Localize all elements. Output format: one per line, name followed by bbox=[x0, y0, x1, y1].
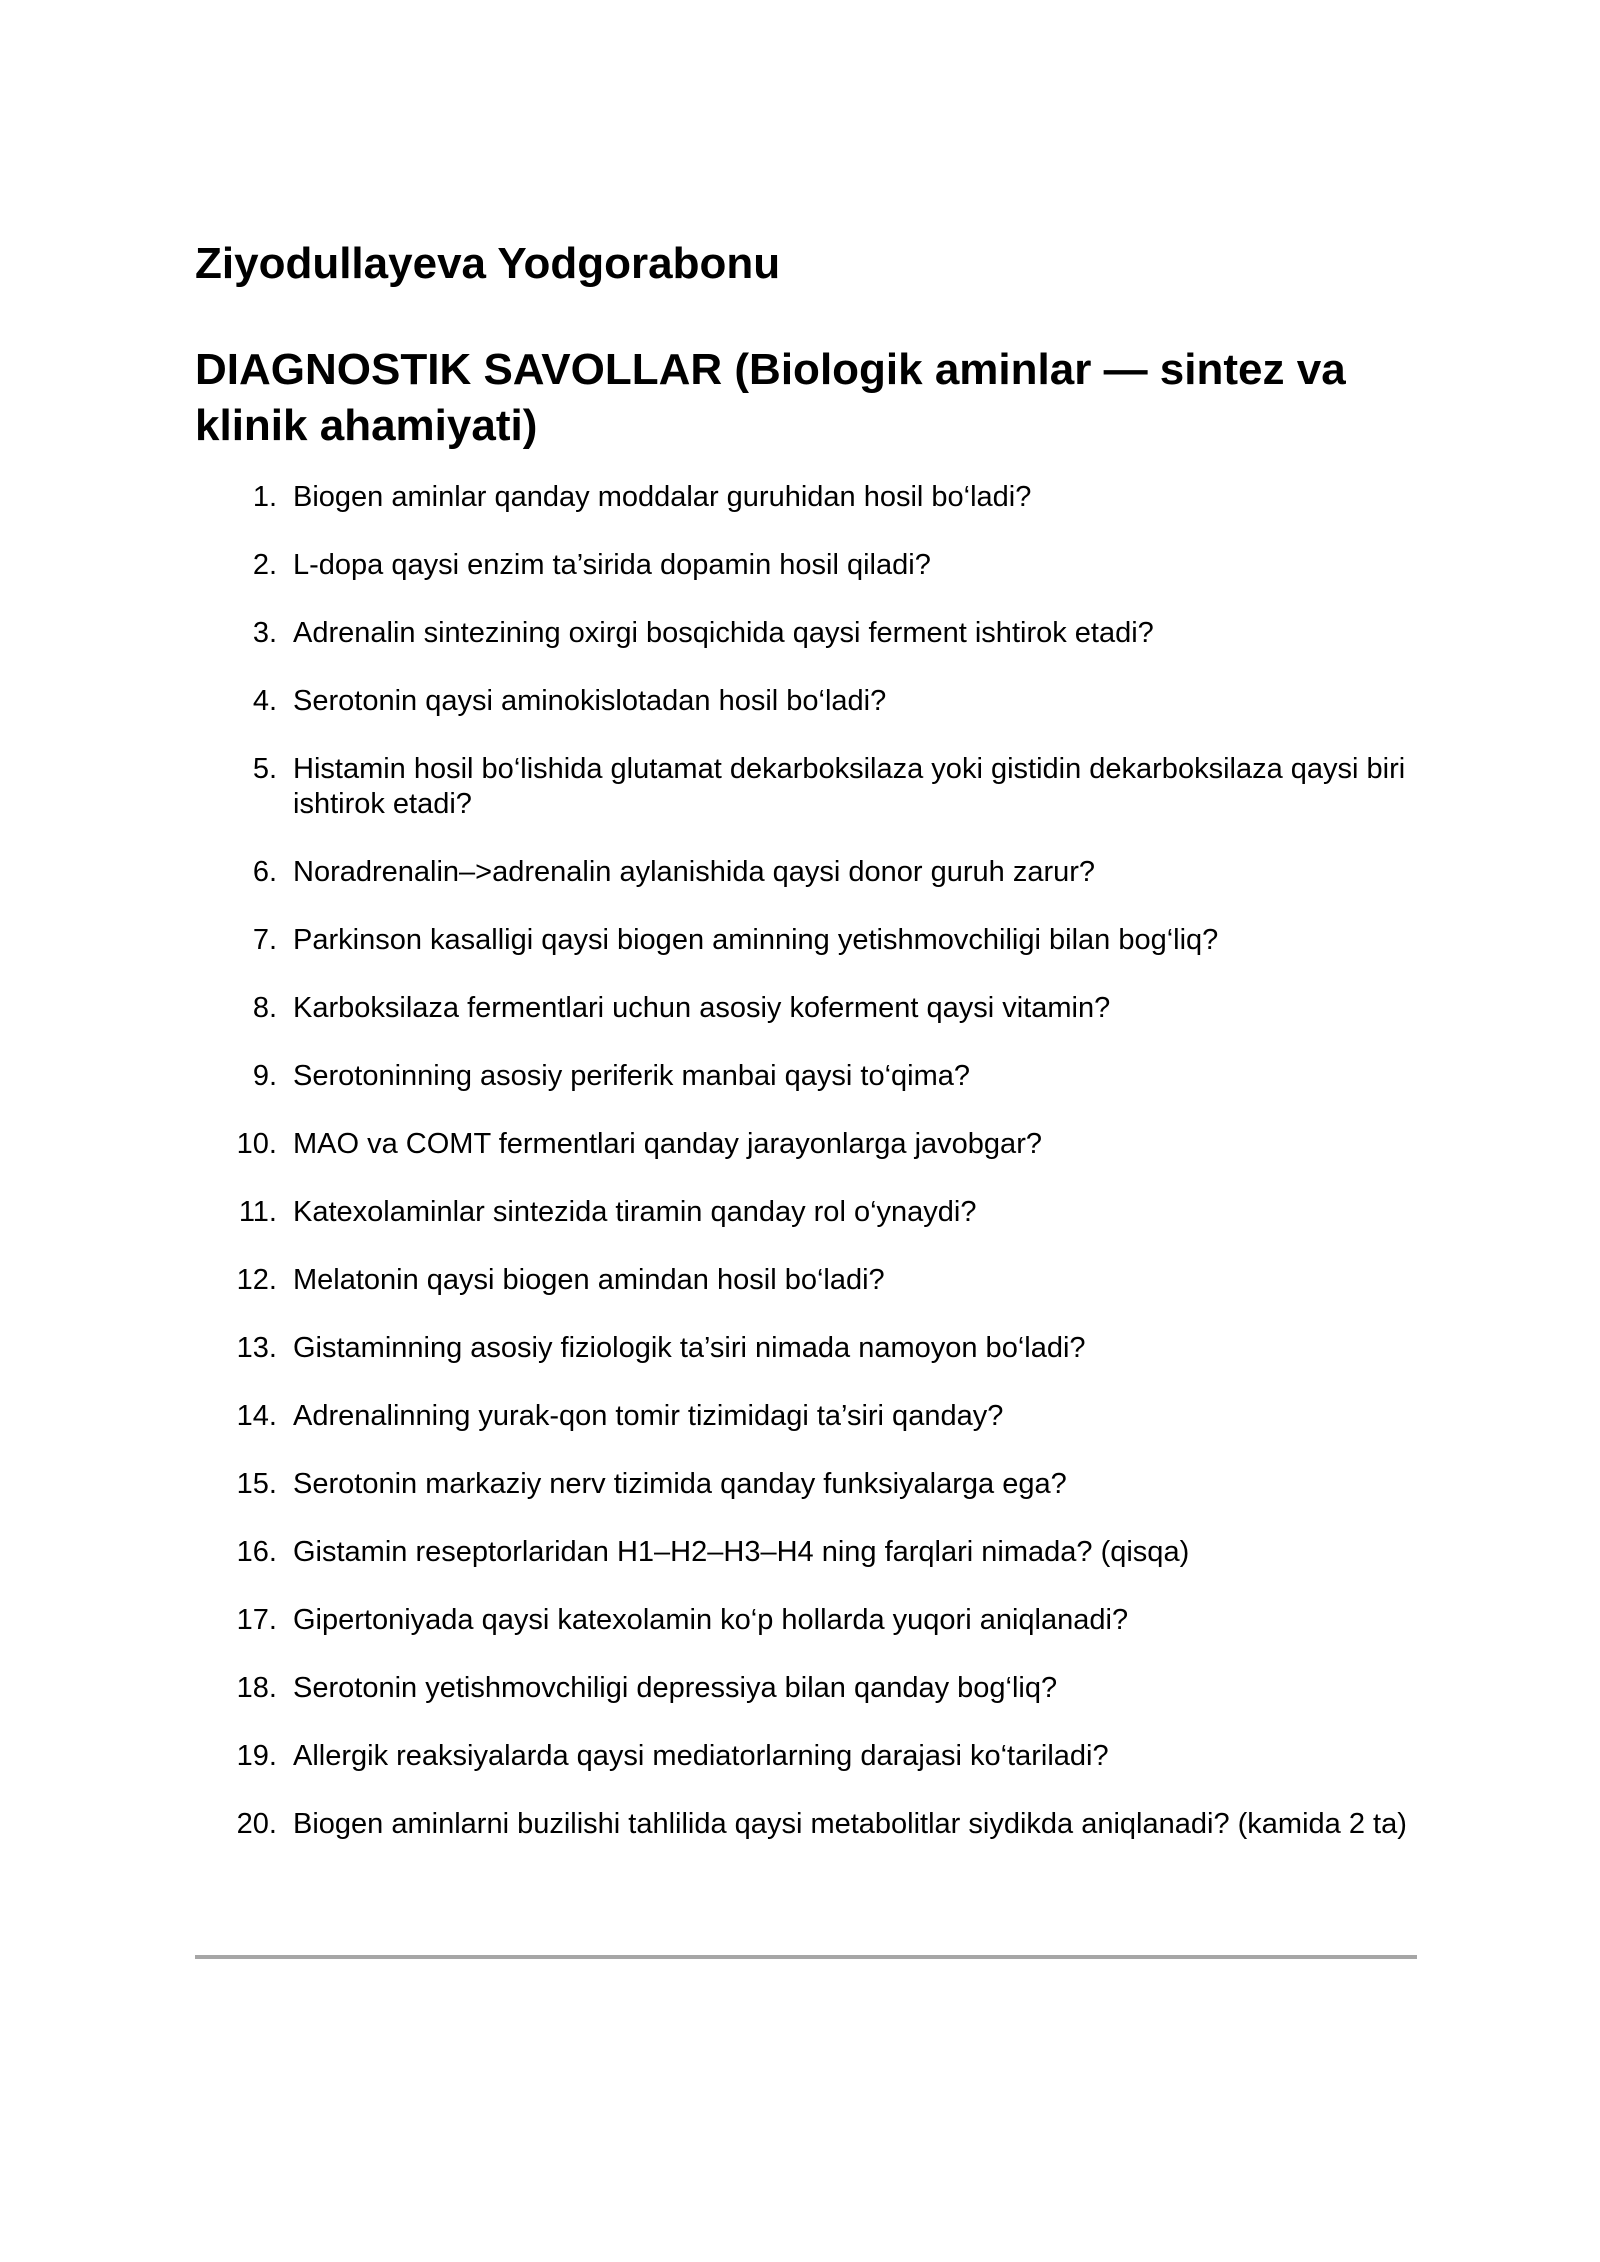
question-text: Gistaminning asosiy fiziologik ta’siri nimada namoyon bo‘ladi? bbox=[293, 1332, 1086, 1364]
author-name: Ziyodullayeva Yodgorabonu bbox=[195, 239, 781, 288]
question-item bbox=[195, 991, 1417, 1026]
question-number: 14. bbox=[236, 1400, 277, 1432]
question-item bbox=[195, 1603, 1417, 1638]
question-number: 9. bbox=[252, 1060, 277, 1092]
question-text: L-dopa qaysi enzim ta’sirida dopamin hosil qiladi? bbox=[293, 549, 931, 581]
question-item bbox=[195, 1263, 1417, 1298]
question-item bbox=[195, 1331, 1417, 1366]
question-list bbox=[195, 480, 1417, 1875]
question-text: Gipertoniyada qaysi katexolamin ko‘p hollarda yuqori aniqlanadi? bbox=[293, 1604, 1129, 1636]
question-number: 20. bbox=[236, 1808, 277, 1840]
question-text: Melatonin qaysi biogen amindan hosil bo‘ladi? bbox=[293, 1264, 885, 1296]
question-text: Biogen aminlar qanday moddalar guruhidan hosil bo‘ladi? bbox=[293, 481, 1032, 513]
question-text: Serotonin markaziy nerv tizimida qanday funksiyalarga ega? bbox=[293, 1468, 1067, 1500]
question-text: Serotonin yetishmovchiligi depressiya bilan qanday bog‘liq? bbox=[293, 1672, 1058, 1704]
question-item bbox=[195, 1535, 1417, 1570]
question-text: Karboksilaza fermentlari uchun asosiy koferment qaysi vitamin? bbox=[293, 992, 1111, 1024]
question-number: 2. bbox=[252, 549, 277, 581]
document-title: DIAGNOSTIK SAVOLLAR (Biologik aminlar — sintez va klinik ahamiyati) bbox=[195, 345, 1346, 450]
question-item bbox=[195, 923, 1417, 958]
question-text: Biogen aminlarni buzilishi tahlilida qaysi metabolitlar siydikda aniqlanadi? (kamida 2 ta) bbox=[293, 1808, 1407, 1840]
question-text: Allergik reaksiyalarda qaysi mediatorlarning darajasi ko‘tariladi? bbox=[293, 1740, 1109, 1772]
question-number: 11. bbox=[238, 1196, 277, 1228]
question-text: Parkinson kasalligi qaysi biogen aminning yetishmovchiligi bilan bog‘liq? bbox=[293, 924, 1219, 956]
question-item bbox=[195, 1399, 1417, 1434]
question-number: 6. bbox=[252, 856, 277, 888]
question-item bbox=[195, 1671, 1417, 1706]
question-item bbox=[195, 1195, 1417, 1230]
question-text: Serotonin qaysi aminokislotadan hosil bo‘ladi? bbox=[293, 685, 887, 717]
question-item bbox=[195, 1059, 1417, 1094]
question-number: 13. bbox=[236, 1332, 277, 1364]
question-text: Noradrenalin–>adrenalin aylanishida qaysi donor guruh zarur? bbox=[293, 856, 1096, 888]
question-number: 5. bbox=[252, 753, 277, 785]
question-number: 10. bbox=[236, 1128, 277, 1160]
question-item bbox=[195, 684, 1417, 719]
question-text: Adrenalin sintezining oxirgi bosqichida qaysi ferment ishtirok etadi? bbox=[293, 617, 1154, 649]
question-text: Serotoninning asosiy periferik manbai qaysi to‘qima? bbox=[293, 1060, 971, 1092]
question-item bbox=[195, 1467, 1417, 1502]
question-number: 4. bbox=[252, 685, 277, 717]
question-text: Adrenalinning yurak-qon tomir tizimidagi ta’siri qanday? bbox=[293, 1400, 1004, 1432]
question-number: 1. bbox=[252, 481, 277, 513]
question-number: 7. bbox=[252, 924, 277, 956]
question-item bbox=[195, 855, 1417, 890]
question-text: MAO va COMT fermentlari qanday jarayonlarga javobgar? bbox=[293, 1128, 1042, 1160]
question-item bbox=[195, 752, 1417, 822]
question-number: 15. bbox=[236, 1468, 277, 1500]
question-item bbox=[195, 616, 1417, 651]
question-item bbox=[195, 1807, 1417, 1842]
question-text: Histamin hosil bo‘lishida glutamat dekarboksilaza yoki gistidin dekarboksilaza qaysi biri ishtirok etadi? bbox=[293, 753, 1406, 820]
question-number: 12. bbox=[236, 1264, 277, 1296]
question-number: 8. bbox=[252, 992, 277, 1024]
question-number: 19. bbox=[236, 1740, 277, 1772]
question-number: 17. bbox=[236, 1604, 277, 1636]
horizontal-rule bbox=[195, 1955, 1417, 1959]
question-item bbox=[195, 548, 1417, 583]
question-text: Gistamin reseptorlaridan H1–H2–H3–H4 ning farqlari nimada? (qisqa) bbox=[293, 1536, 1190, 1568]
question-number: 18. bbox=[236, 1672, 277, 1704]
question-item bbox=[195, 1127, 1417, 1162]
question-number: 3. bbox=[252, 617, 277, 649]
question-item bbox=[195, 1739, 1417, 1774]
question-item bbox=[195, 480, 1417, 515]
question-number: 16. bbox=[236, 1536, 277, 1568]
question-text: Katexolaminlar sintezida tiramin qanday rol o‘ynaydi? bbox=[293, 1196, 977, 1228]
